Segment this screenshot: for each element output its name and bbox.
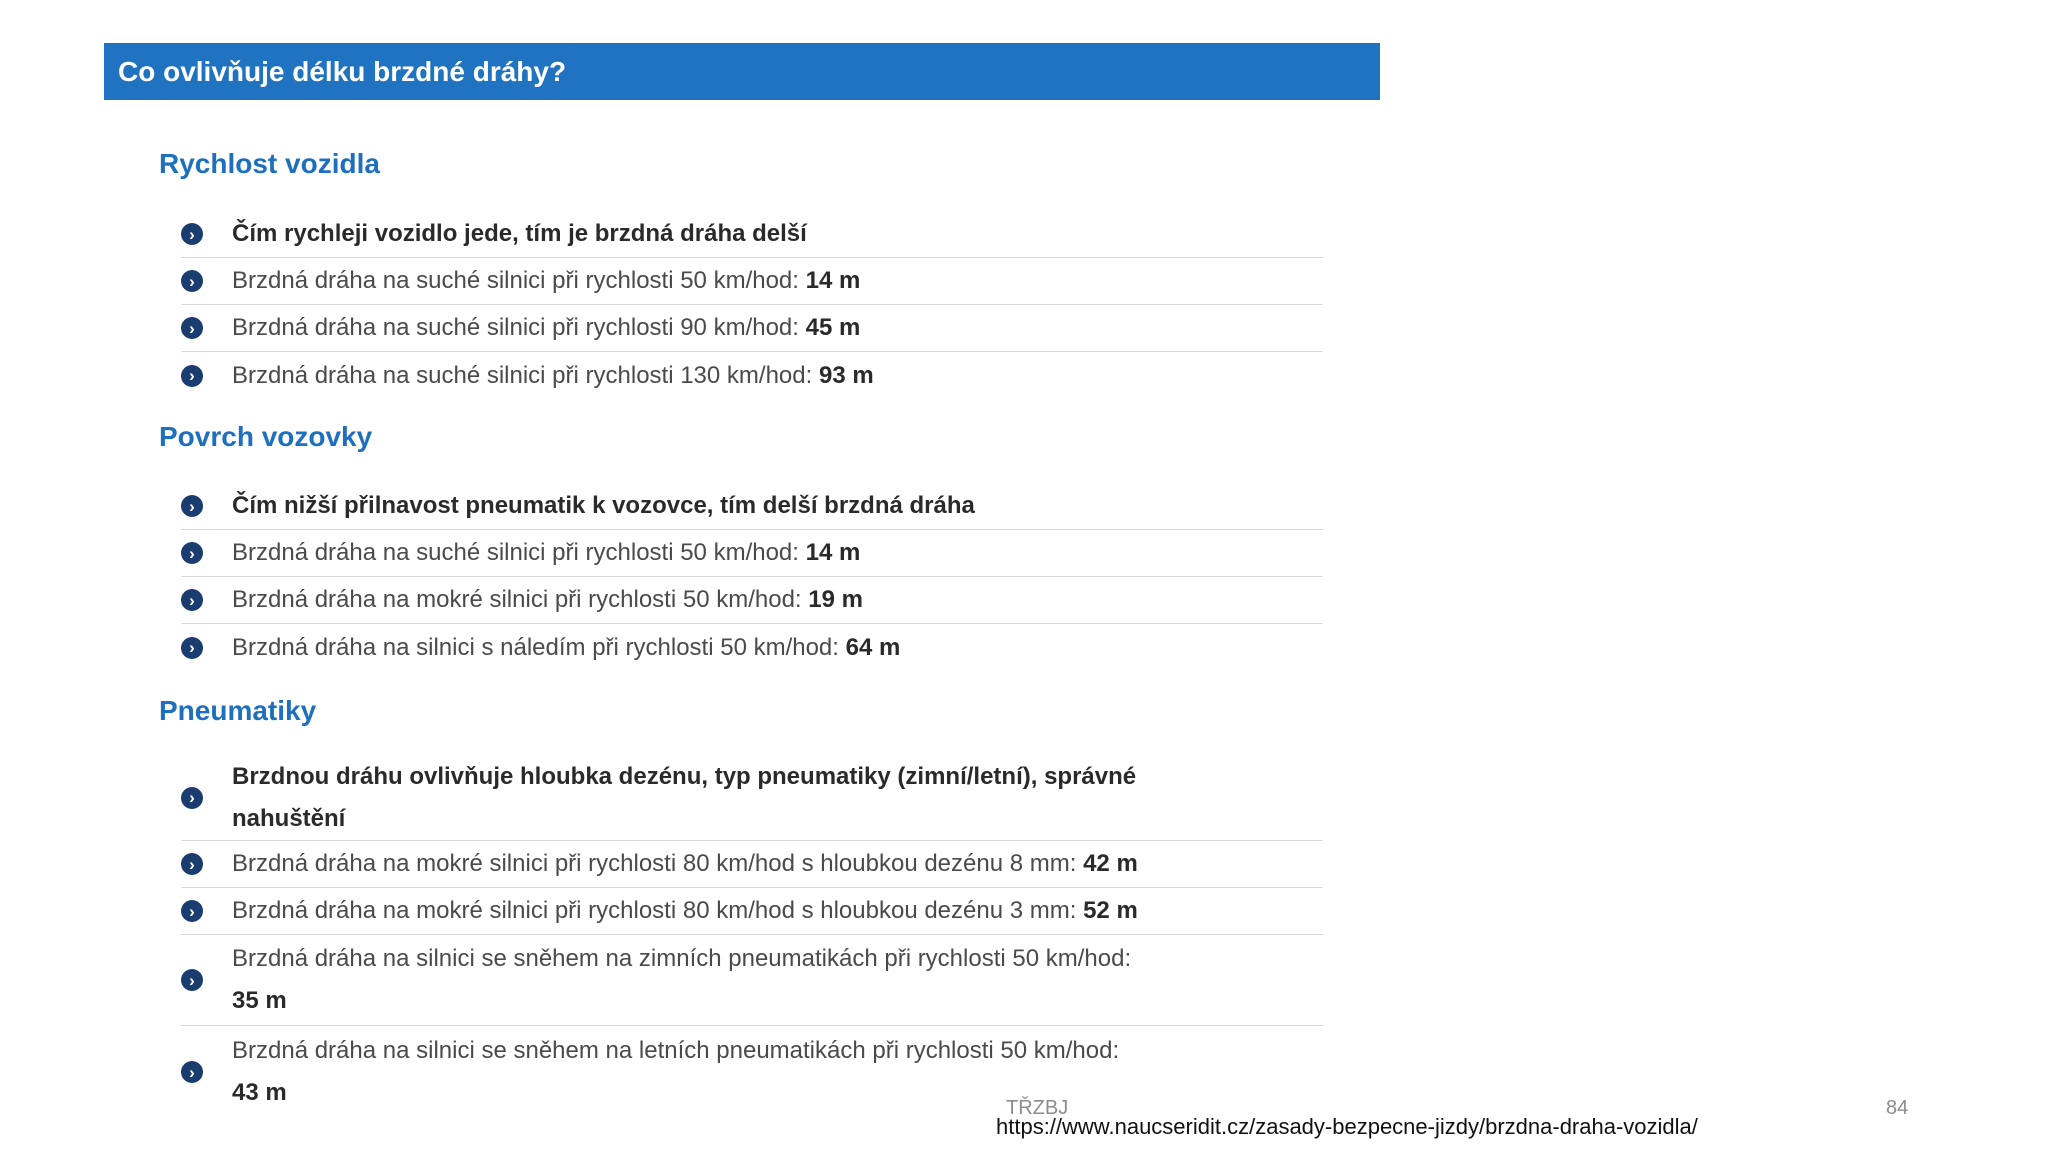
item-value: 14 m [805, 539, 861, 566]
item-text: Brzdná dráha na mokré silnici při rychlosti 50 km/hod: [232, 586, 802, 613]
list-item [181, 1026, 1323, 1118]
item-value: 19 m [808, 586, 863, 613]
list-item [181, 888, 1323, 935]
chevron-right-icon: › [181, 787, 203, 809]
list-item [181, 305, 1323, 352]
chevron-right-icon: › [181, 1061, 203, 1083]
item-value: 93 m [818, 361, 874, 389]
item-value: 52 m [1083, 897, 1138, 924]
item-value: 43 m [232, 1079, 287, 1106]
page-title: Co ovlivňuje délku brzdné dráhy? [104, 43, 1380, 100]
chevron-right-icon: › [181, 900, 203, 922]
chevron-right-icon: › [181, 637, 203, 659]
section-title-speed: Rychlost vozidla [159, 148, 380, 179]
item-text: Brzdná dráha na silnici se sněhem na zimních pneumatikách při rychlosti 50 km/hod: [232, 945, 1132, 972]
chevron-right-icon: › [181, 365, 203, 387]
list-item [181, 577, 1323, 624]
chevron-right-icon: › [181, 853, 203, 875]
item-value: 35 m [232, 987, 287, 1014]
list-item [181, 211, 1323, 258]
item-text: Brzdnou dráhu ovlivňuje hloubka dezénu, typ pneumatiky (zimní/letní), správné [232, 762, 1137, 790]
list-item [181, 352, 1323, 399]
item-text: Brzdná dráha na silnici s náledím při rychlosti 50 km/hod: [232, 633, 839, 661]
item-value: 14 m [805, 267, 861, 294]
chevron-right-icon: › [181, 589, 203, 611]
list-item [181, 624, 1323, 671]
section-title-tires: Pneumatiky [159, 695, 317, 726]
item-text: Brzdná dráha na suché silnici při rychlosti 50 km/hod: [232, 539, 799, 566]
item-value: 42 m [1083, 850, 1138, 877]
list-item [181, 530, 1323, 577]
source-link[interactable]: https://www.naucseridit.cz/zasady-bezpecne-jizdy/brzdna-draha-vozidla/ [996, 1114, 1698, 1139]
list-item [181, 755, 1323, 841]
chevron-right-icon: › [181, 495, 203, 517]
list-item [181, 258, 1323, 305]
item-value: 64 m [845, 633, 901, 661]
item-text: Čím nižší přilnavost pneumatik k vozovce, tím delší brzdná dráha [232, 492, 975, 519]
item-text: Brzdná dráha na mokré silnici při rychlosti 80 km/hod s hloubkou dezénu 8 mm: [232, 850, 1077, 877]
item-text: Brzdná dráha na suché silnici při rychlosti 130 km/hod: [232, 361, 813, 389]
item-text: Brzdná dráha na suché silnici při rychlosti 90 km/hod: [232, 314, 799, 341]
item-value: 45 m [805, 314, 861, 341]
list-item [181, 935, 1323, 1026]
item-text-cont: nahuštění [232, 804, 346, 832]
item-text: Čím rychleji vozidlo jede, tím je brzdná dráha delší [232, 220, 807, 247]
item-text: Brzdná dráha na silnici se sněhem na letních pneumatikách při rychlosti 50 km/hod: [232, 1037, 1120, 1064]
list-item [181, 483, 1323, 530]
chevron-right-icon: › [181, 542, 203, 564]
chevron-right-icon: › [181, 317, 203, 339]
chevron-right-icon: › [181, 969, 203, 991]
section-title-surface: Povrch vozovky [159, 421, 373, 452]
chevron-right-icon: › [181, 270, 203, 292]
item-text: Brzdná dráha na suché silnici při rychlosti 50 km/hod: [232, 267, 799, 294]
chevron-right-icon: › [181, 223, 203, 245]
item-text: Brzdná dráha na mokré silnici při rychlosti 80 km/hod s hloubkou dezénu 3 mm: [232, 897, 1077, 924]
list-item [181, 841, 1323, 888]
page-number: 84 [1886, 1097, 1909, 1119]
footer-label: TŘZBJ [1006, 1097, 1069, 1119]
